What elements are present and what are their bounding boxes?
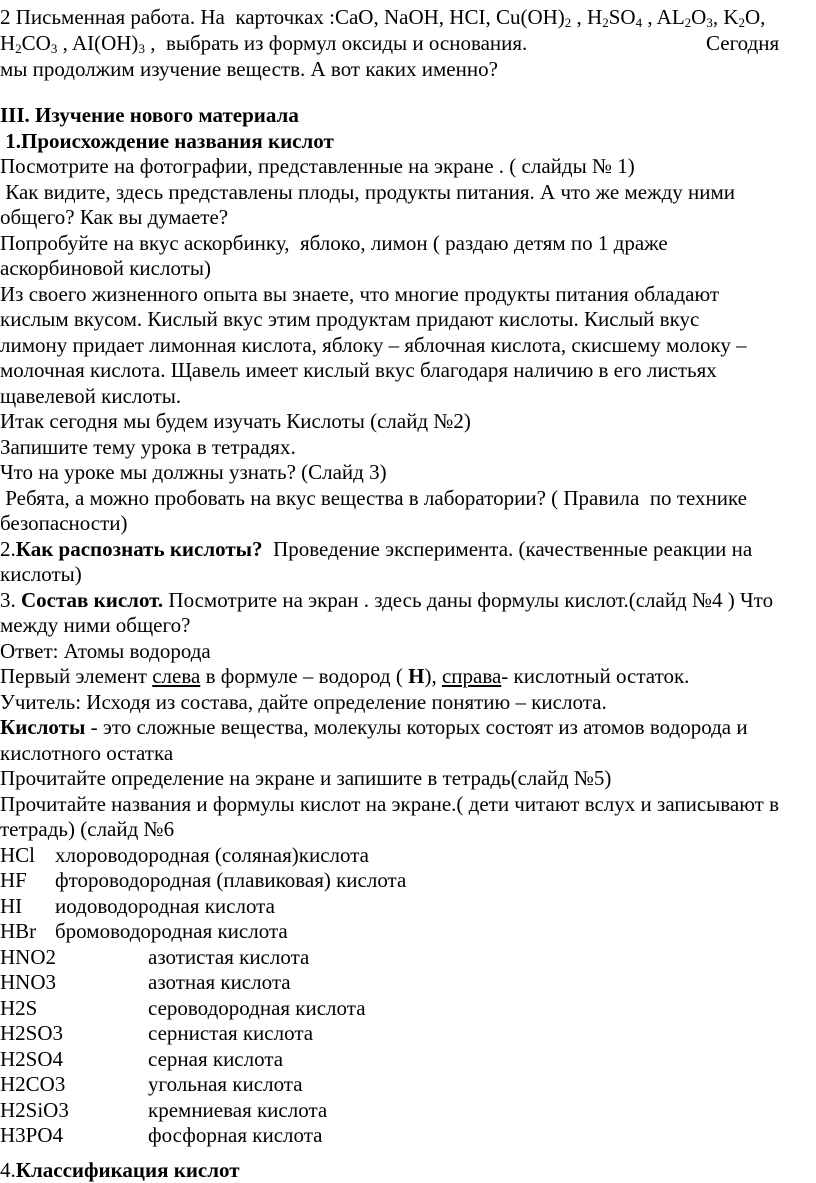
paragraph-line: между ними общего?	[0, 613, 191, 637]
definition-line: Кислоты - это сложные вещества, молекулы которых состоят из атомов водорода и	[0, 715, 748, 739]
subsection-2-heading: 2.Как распознать кислоты? Проведение эксперимента. (качественные реакции на	[0, 537, 753, 561]
paragraph-line: Запишите тему урока в тетрадях.	[0, 435, 296, 459]
intro-line-2-right: Сегодня	[706, 31, 780, 55]
paragraph-line: Прочитайте определение на экране и запишите в тетрадь(слайд №5)	[0, 766, 612, 790]
acid-row: HF фтороводородная (плавиковая) кислота	[0, 868, 407, 892]
teacher-line: Учитель: Исходя из состава, дайте определение понятию – кислота.	[0, 690, 607, 714]
acid-row: HI иодоводородная кислота	[0, 894, 275, 918]
paragraph-line: кислотного остатка	[0, 741, 174, 765]
acid-row: H2S сероводородная кислота	[0, 996, 366, 1020]
paragraph-line: Из своего жизненного опыта вы знаете, что многие продукты питания обладают	[0, 282, 720, 306]
acid-row: HNO2 азотистая кислота	[0, 945, 310, 969]
paragraph-line: кислоты)	[0, 562, 82, 586]
paragraph-line: безопасности)	[0, 511, 128, 535]
paragraph-line: тетрадь) (слайд №6	[0, 817, 175, 841]
paragraph-line: лимону придает лимонная кислота, яблоку – яблочная кислота, скисшему молоку –	[0, 333, 747, 357]
answer-line: Ответ: Атомы водорода	[0, 639, 211, 663]
paragraph-line: молочная кислота. Щавель имеет кислый вкус благодаря наличию в его листьях	[0, 358, 717, 382]
paragraph-line: Попробуйте на вкус аскорбинку, яблоко, лимон ( раздаю детям по 1 драже	[0, 231, 668, 255]
paragraph-line: кислым вкусом. Кислый вкус этим продуктам придают кислоты. Кислый вкус	[0, 307, 700, 331]
paragraph-line: аскорбиновой кислоты)	[0, 256, 211, 280]
intro-line-1: 2 Письменная работа. На карточках :CaO, NaOH, HCI, $Cu(OH)_2$ , $H_2SO_4$ , $AL_2O_3$, $K_2O$,	[0, 5, 766, 30]
acid-row: H3PO4 фосфорная кислота	[0, 1123, 323, 1147]
section-heading: III. Изучение нового материала	[0, 103, 299, 127]
subsection-4-heading: 4.Классификация кислот	[0, 1158, 240, 1182]
paragraph-line: Посмотрите на фотографии, представленные на экране . ( слайды № 1)	[0, 154, 635, 178]
intro-line-2: $H_2CO_3$ , $AI(OH)_3$ , выбрать из формул оксиды и основания.	[0, 31, 528, 56]
paragraph-line: общего? Как вы думаете?	[0, 205, 229, 229]
paragraph-line: щавелевой кислоты.	[0, 384, 182, 408]
subsection-3-heading: 3. Состав кислот. Посмотрите на экран . здесь даны формулы кислот.(слайд №4 ) Что	[0, 588, 774, 612]
acid-row: HCl хлороводородная (соляная)кислота	[0, 843, 369, 867]
paragraph-line: Итак сегодня мы будем изучать Кислоты (слайд №2)	[0, 409, 471, 433]
acid-row: H2SO3 сернистая кислота	[0, 1021, 314, 1045]
acid-row: HNO3 азотная кислота	[0, 970, 291, 994]
paragraph-line: Что на уроке мы должны узнать? (Слайд 3)	[0, 460, 387, 484]
acid-row: H2SiO3 кремниевая кислота	[0, 1098, 328, 1122]
acid-row: HBr бромоводородная кислота	[0, 919, 288, 943]
acid-row: H2CO3 угольная кислота	[0, 1072, 303, 1096]
intro-line-3: мы продолжим изучение веществ. А вот каких именно?	[0, 57, 498, 81]
acid-row: H2SO4 серная кислота	[0, 1047, 284, 1071]
paragraph-line: Прочитайте названия и формулы кислот на экране.( дети читают вслух и записывают в	[0, 792, 779, 816]
paragraph-line: Как видите, здесь представлены плоды, продукты питания. А что же между ними	[0, 180, 736, 204]
formula-explanation: Первый элемент слева в формуле – водород ( H), справа- кислотный остаток.	[0, 664, 690, 688]
paragraph-line: Ребята, а можно пробовать на вкус вещества в лаборатории? ( Правила по технике	[0, 486, 748, 510]
subsection-1-heading: 1.Происхождение названия кислот	[0, 129, 334, 153]
